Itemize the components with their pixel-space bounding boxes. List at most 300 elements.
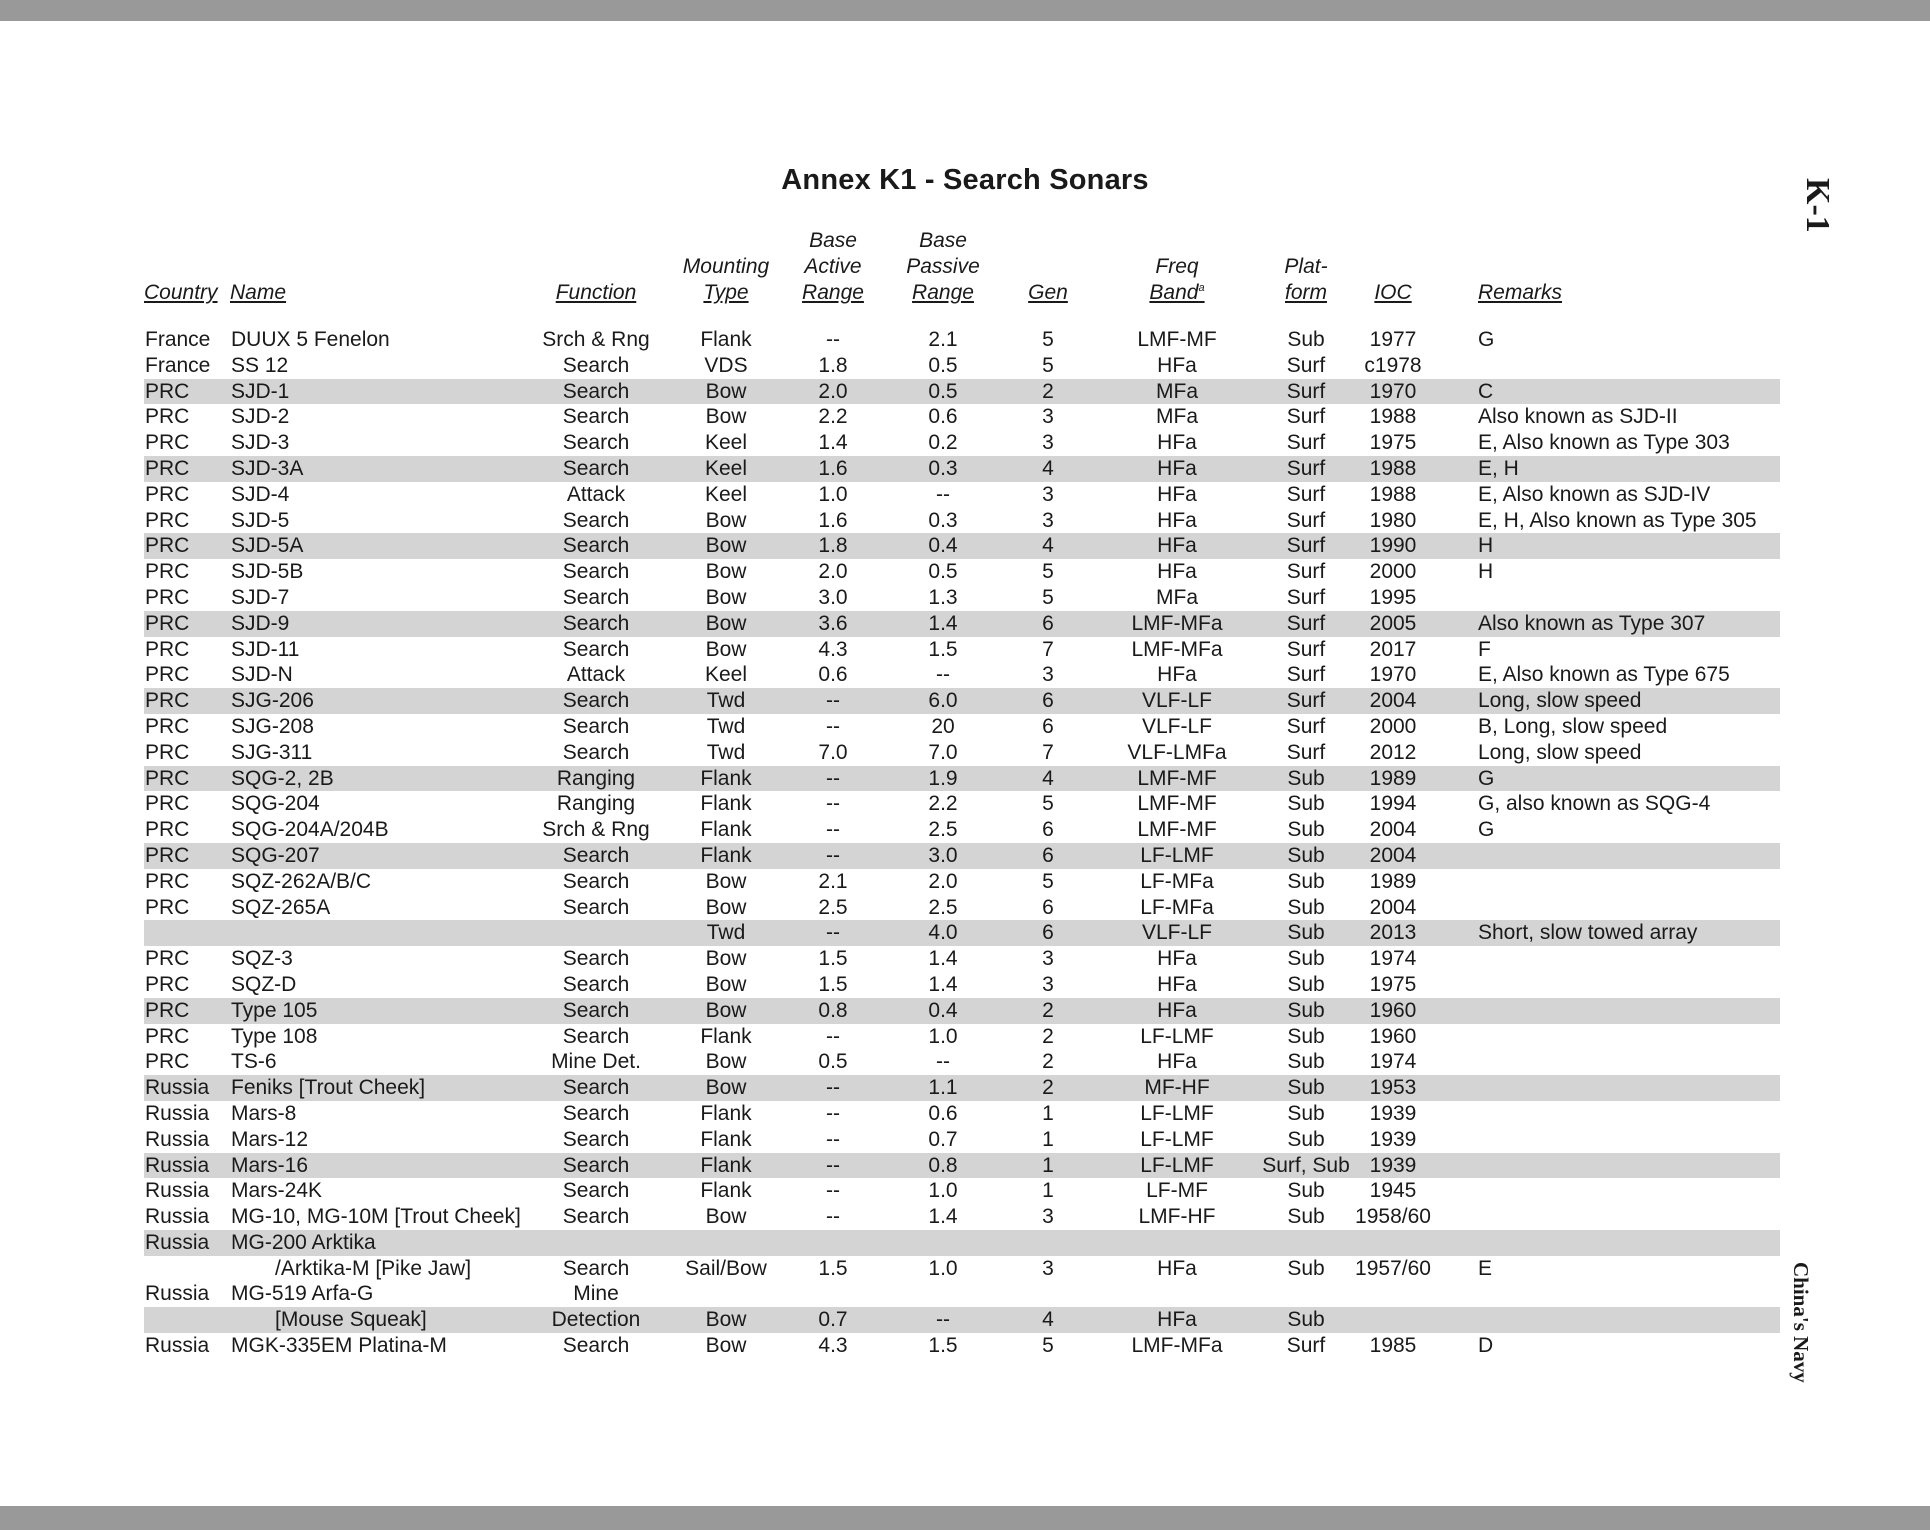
cell-country: PRC: [145, 405, 190, 429]
cell-remarks: E, Also known as SJD-IV: [1478, 482, 1711, 506]
cell-name: SJD-5B: [231, 560, 304, 584]
cell-name: [Mouse Squeak]: [275, 1308, 427, 1332]
cell-passive-range: 0.6: [928, 405, 958, 429]
cell-function: Search: [562, 740, 630, 764]
cell-active-range: 1.4: [818, 431, 848, 455]
cell-function: Search: [562, 1024, 630, 1048]
header-ioc: [1353, 222, 1433, 306]
cell-country: Russia: [145, 1153, 210, 1177]
cell-ioc: 1980: [1369, 508, 1417, 532]
cell-freq-band: HFa: [1157, 1308, 1197, 1332]
cell-active-range: 2.0: [818, 379, 848, 403]
table-row: [144, 791, 1780, 817]
table-row: [144, 946, 1780, 972]
cell-function: Search: [562, 1179, 630, 1203]
header-mounting-line1: Mounting: [682, 255, 770, 278]
cell-freq-band: LMF-MFa: [1131, 611, 1223, 635]
cell-active-range: --: [826, 1076, 840, 1100]
cell-remarks: G: [1478, 328, 1495, 351]
cell-ioc: 2012: [1369, 740, 1417, 764]
cell-mounting: Keel: [704, 456, 748, 480]
cell-ioc: 1975: [1369, 972, 1417, 996]
cell-name: MG-519 Arfa-G: [231, 1282, 374, 1306]
cell-active-range: 1.5: [818, 947, 848, 971]
cell-freq-band: MFa: [1156, 405, 1198, 429]
cell-country: PRC: [145, 947, 190, 971]
cell-name: TS-6: [231, 1050, 277, 1074]
cell-platform: Surf: [1286, 611, 1326, 635]
cell-freq-band: LF-LMF: [1140, 1153, 1214, 1177]
cell-passive-range: 0.3: [928, 508, 958, 532]
cell-name: SQG-2, 2B: [231, 766, 334, 790]
cell-mounting: Flank: [700, 1101, 752, 1125]
table-row: [144, 404, 1780, 430]
cell-active-range: --: [826, 792, 840, 816]
cell-name: Type 108: [231, 1024, 318, 1048]
cell-mounting: Flank: [700, 1127, 752, 1151]
cell-remarks: H: [1478, 560, 1494, 584]
cell-gen: 1: [1042, 1127, 1054, 1151]
cell-ioc: 1988: [1369, 405, 1417, 429]
cell-function: Search: [562, 947, 630, 971]
cell-gen: 1: [1042, 1153, 1054, 1177]
page-number-text: K-1: [1799, 178, 1836, 233]
cell-gen: 3: [1042, 482, 1054, 506]
cell-mounting: Flank: [700, 766, 752, 790]
header-function: [536, 222, 656, 306]
cell-passive-range: 0.6: [928, 1101, 958, 1125]
cell-freq-band: LMF-MF: [1137, 328, 1217, 351]
cell-function: Ranging: [556, 792, 636, 816]
cell-country: PRC: [145, 869, 190, 893]
cell-function: Search: [562, 560, 630, 584]
table-row: [144, 379, 1780, 405]
header-mounting-type: [666, 222, 786, 306]
cell-platform: Sub: [1287, 895, 1325, 919]
cell-function: Mine Det.: [551, 1050, 641, 1074]
cell-name: SJD-7: [231, 585, 290, 609]
table-row: [144, 611, 1780, 637]
cell-freq-band: HFa: [1157, 972, 1197, 996]
cell-passive-range: 1.0: [928, 1256, 958, 1280]
cell-function: Search: [562, 1153, 630, 1177]
cell-platform: Sub: [1287, 1179, 1325, 1203]
cell-function: Mine: [573, 1282, 619, 1306]
cell-freq-band: LF-MFa: [1140, 895, 1214, 919]
cell-function: Search: [562, 637, 630, 661]
table-row: [144, 1178, 1780, 1204]
cell-country: Russia: [145, 1101, 210, 1125]
cell-mounting: Bow: [705, 972, 747, 996]
cell-mounting: Bow: [705, 1050, 747, 1074]
cell-gen: 5: [1042, 585, 1054, 609]
cell-mounting: Flank: [700, 818, 752, 842]
table-row: [144, 456, 1780, 482]
sonar-table-body: [144, 327, 1780, 1359]
cell-name: Mars-12: [231, 1127, 309, 1151]
cell-name: Mars-8: [231, 1101, 297, 1125]
table-row: [144, 353, 1780, 379]
cell-mounting: Bow: [705, 534, 747, 558]
cell-name: SQG-207: [231, 843, 320, 867]
cell-active-range: 2.0: [818, 560, 848, 584]
table-row: [144, 1333, 1780, 1359]
cell-ioc: 2000: [1369, 560, 1417, 584]
cell-gen: 5: [1042, 1334, 1054, 1358]
cell-active-range: 2.2: [818, 405, 848, 429]
cell-name: SQG-204A/204B: [231, 818, 389, 842]
header-freq-footnote: a: [1198, 282, 1205, 294]
cell-active-range: --: [826, 1153, 840, 1177]
cell-function: Attack: [566, 663, 626, 687]
cell-freq-band: VLF-LMFa: [1127, 740, 1227, 764]
cell-freq-band: LMF-MF: [1137, 792, 1217, 816]
cell-name: SJD-2: [231, 405, 290, 429]
cell-remarks: H: [1478, 534, 1494, 558]
cell-ioc: 1989: [1369, 766, 1417, 790]
cell-gen: 3: [1042, 1205, 1054, 1229]
cell-freq-band: VLF-LF: [1141, 921, 1212, 945]
header-platform: [1256, 222, 1356, 306]
cell-platform: Surf: [1286, 508, 1326, 532]
cell-passive-range: 20: [931, 714, 955, 738]
table-row: [144, 920, 1780, 946]
cell-platform: Sub: [1287, 328, 1325, 351]
cell-mounting: Bow: [705, 1205, 747, 1229]
table-row: [144, 430, 1780, 456]
cell-function: Search: [562, 1256, 630, 1280]
cell-gen: 3: [1042, 663, 1054, 687]
cell-passive-range: 1.3: [928, 585, 958, 609]
cell-country: PRC: [145, 637, 190, 661]
cell-remarks: E, H, Also known as Type 305: [1478, 508, 1757, 532]
cell-mounting: Keel: [704, 663, 748, 687]
cell-name: SJD-5A: [231, 534, 304, 558]
table-row: [144, 482, 1780, 508]
table-row: [144, 1049, 1780, 1075]
cell-gen: 3: [1042, 508, 1054, 532]
cell-name: SQZ-262A/B/C: [231, 869, 372, 893]
cell-gen: 5: [1042, 353, 1054, 377]
table-row: [144, 1075, 1780, 1101]
cell-passive-range: 7.0: [928, 740, 958, 764]
cell-name: SQZ-3: [231, 947, 293, 971]
cell-mounting: Keel: [704, 482, 748, 506]
cell-mounting: Sail/Bow: [685, 1256, 767, 1280]
cell-platform: Sub: [1287, 1050, 1325, 1074]
cell-active-range: --: [826, 1127, 840, 1151]
cell-gen: 1: [1042, 1101, 1054, 1125]
cell-freq-band: VLF-LF: [1141, 689, 1212, 713]
cell-platform: Sub: [1287, 843, 1325, 867]
cell-name: SQG-204: [231, 792, 320, 816]
cell-active-range: --: [826, 766, 840, 790]
cell-name: DUUX 5 Fenelon: [231, 328, 390, 351]
cell-name: SJG-206: [231, 689, 314, 713]
cell-name: SS 12: [231, 353, 289, 377]
cell-active-range: 1.6: [818, 456, 848, 480]
cell-platform: Surf: [1286, 1334, 1326, 1358]
table-row: [144, 688, 1780, 714]
cell-name: /Arktika-M [Pike Jaw]: [275, 1256, 472, 1280]
cell-mounting: Flank: [700, 792, 752, 816]
cell-ioc: 1974: [1369, 1050, 1417, 1074]
cell-function: Search: [562, 689, 630, 713]
cell-function: Search: [562, 534, 630, 558]
cell-active-range: 3.6: [818, 611, 848, 635]
cell-function: Search: [562, 998, 630, 1022]
cell-active-range: 1.8: [818, 353, 848, 377]
table-row: [144, 1204, 1780, 1230]
cell-gen: 3: [1042, 1256, 1054, 1280]
table-row: [144, 662, 1780, 688]
header-active-line2: Active: [804, 255, 862, 278]
header-platform-line2: form: [1285, 281, 1327, 304]
cell-gen: 2: [1042, 1050, 1054, 1074]
cell-name: MG-200 Arktika: [231, 1230, 376, 1254]
cell-country: PRC: [145, 534, 190, 558]
cell-remarks: E, Also known as Type 675: [1478, 663, 1730, 687]
cell-freq-band: HFa: [1157, 482, 1197, 506]
cell-passive-range: --: [936, 482, 950, 506]
cell-country: PRC: [145, 456, 190, 480]
cell-freq-band: HFa: [1157, 560, 1197, 584]
cell-freq-band: MF-HF: [1144, 1076, 1210, 1100]
header-freq-line2: Band: [1149, 281, 1199, 304]
cell-passive-range: 1.4: [928, 947, 958, 971]
page-number-label: [1799, 178, 1838, 233]
cell-gen: 1: [1042, 1179, 1054, 1203]
cell-gen: 4: [1042, 766, 1054, 790]
cell-freq-band: MFa: [1156, 379, 1198, 403]
cell-freq-band: LMF-MFa: [1131, 637, 1223, 661]
cell-gen: 6: [1042, 818, 1054, 842]
cell-function: Search: [562, 379, 630, 403]
cell-gen: 2: [1042, 379, 1054, 403]
header-gen: [1008, 222, 1088, 306]
cell-mounting: Bow: [705, 560, 747, 584]
cell-mounting: Bow: [705, 947, 747, 971]
cell-ioc: 1960: [1369, 998, 1417, 1022]
cell-platform: Surf: [1286, 560, 1326, 584]
cell-ioc: 1995: [1369, 585, 1417, 609]
cell-remarks: Short, slow towed array: [1478, 921, 1698, 945]
cell-ioc: 1958/60: [1355, 1205, 1431, 1229]
cell-gen: 2: [1042, 1076, 1054, 1100]
cell-country: PRC: [145, 818, 190, 842]
cell-active-range: 7.0: [818, 740, 848, 764]
cell-name: SJD-N: [231, 663, 293, 687]
cell-gen: 3: [1042, 947, 1054, 971]
cell-remarks: G, also known as SQG-4: [1478, 792, 1711, 816]
cell-name: Mars-16: [231, 1153, 309, 1177]
table-row: [144, 817, 1780, 843]
cell-remarks: Also known as SJD-II: [1478, 405, 1678, 429]
cell-name: MG-10, MG-10M [Trout Cheek]: [231, 1205, 521, 1229]
cell-gen: 6: [1042, 714, 1054, 738]
cell-active-range: 0.6: [818, 663, 848, 687]
cell-active-range: --: [826, 921, 840, 945]
cell-name: Feniks [Trout Cheek]: [231, 1076, 426, 1100]
cell-gen: 5: [1042, 328, 1054, 351]
cell-platform: Sub: [1287, 1308, 1325, 1332]
header-name: [230, 222, 350, 306]
header-ioc-label: IOC: [1374, 281, 1412, 304]
cell-name: SJD-1: [231, 379, 290, 403]
cell-function: Ranging: [556, 766, 636, 790]
cell-ioc: 2004: [1369, 689, 1417, 713]
cell-remarks: F: [1478, 637, 1491, 661]
cell-mounting: Bow: [705, 379, 747, 403]
table-row: [144, 998, 1780, 1024]
cell-passive-range: 0.5: [928, 353, 958, 377]
cell-platform: Surf: [1286, 714, 1326, 738]
cell-gen: 6: [1042, 895, 1054, 919]
cell-name: SJD-4: [231, 482, 290, 506]
cell-mounting: Twd: [706, 921, 746, 945]
cell-platform: Sub: [1287, 947, 1325, 971]
cell-country: Russia: [145, 1230, 210, 1254]
cell-mounting: Bow: [705, 895, 747, 919]
cell-ioc: 1988: [1369, 482, 1417, 506]
cell-passive-range: 2.1: [928, 328, 958, 351]
cell-ioc: 2004: [1369, 818, 1417, 842]
cell-active-range: --: [826, 843, 840, 867]
header-platform-line1: Plat-: [1284, 255, 1328, 278]
cell-passive-range: 0.4: [928, 534, 958, 558]
cell-mounting: Bow: [705, 585, 747, 609]
cell-gen: 7: [1042, 740, 1054, 764]
cell-freq-band: LMF-MFa: [1131, 1334, 1223, 1358]
cell-freq-band: HFa: [1157, 998, 1197, 1022]
cell-name: SJG-311: [231, 740, 313, 764]
cell-active-range: 1.5: [818, 972, 848, 996]
cell-freq-band: HFa: [1157, 1256, 1197, 1280]
cell-ioc: 1970: [1369, 663, 1417, 687]
table-row: [144, 1307, 1780, 1333]
table-row: [144, 1101, 1780, 1127]
cell-platform: Surf: [1286, 663, 1326, 687]
cell-freq-band: LMF-MF: [1137, 818, 1217, 842]
cell-platform: Surf: [1286, 482, 1326, 506]
cell-active-range: --: [826, 1101, 840, 1125]
table-row: [144, 637, 1780, 663]
cell-freq-band: LMF-HF: [1138, 1205, 1216, 1229]
cell-gen: 4: [1042, 534, 1054, 558]
header-remarks-label: Remarks: [1478, 281, 1563, 304]
cell-ioc: 1939: [1369, 1127, 1417, 1151]
cell-ioc: 1990: [1369, 534, 1417, 558]
cell-name: Type 105: [231, 998, 318, 1022]
cell-active-range: --: [826, 714, 840, 738]
cell-active-range: 3.0: [818, 585, 848, 609]
cell-function: Search: [562, 1205, 630, 1229]
cell-function: Srch & Rng: [542, 328, 650, 351]
cell-active-range: 0.5: [818, 1050, 848, 1074]
cell-ioc: 1985: [1369, 1334, 1417, 1358]
cell-remarks: D: [1478, 1334, 1494, 1358]
cell-mounting: Bow: [705, 1076, 747, 1100]
cell-remarks: G: [1478, 818, 1495, 842]
cell-active-range: --: [826, 1024, 840, 1048]
header-passive-line1: Base: [919, 229, 967, 252]
cell-function: Search: [562, 972, 630, 996]
cell-remarks: G: [1478, 766, 1495, 790]
cell-country: PRC: [145, 792, 190, 816]
cell-function: Search: [562, 508, 630, 532]
cell-name: SQZ-D: [231, 972, 297, 996]
table-row: [144, 1127, 1780, 1153]
table-row: [144, 766, 1780, 792]
cell-freq-band: LMF-MF: [1137, 766, 1217, 790]
cell-gen: 2: [1042, 1024, 1054, 1048]
cell-gen: 6: [1042, 689, 1054, 713]
cell-ioc: 2017: [1369, 637, 1417, 661]
cell-mounting: Bow: [705, 998, 747, 1022]
cell-gen: 5: [1042, 792, 1054, 816]
cell-name: SJG-208: [231, 714, 314, 738]
cell-country: PRC: [145, 663, 190, 687]
header-name-label: Name: [230, 281, 287, 304]
cell-function: Search: [562, 611, 630, 635]
cell-country: France: [145, 353, 211, 377]
cell-ioc: 1945: [1369, 1179, 1417, 1203]
cell-function: Attack: [566, 482, 626, 506]
header-remarks: [1478, 222, 1598, 306]
cell-active-range: 4.3: [818, 1334, 848, 1358]
cell-freq-band: MFa: [1156, 585, 1198, 609]
cell-country: PRC: [145, 431, 190, 455]
cell-platform: Sub: [1287, 972, 1325, 996]
cell-remarks: B, Long, slow speed: [1478, 714, 1668, 738]
cell-remarks: E, Also known as Type 303: [1478, 431, 1730, 455]
cell-mounting: Bow: [705, 637, 747, 661]
cell-freq-band: LF-LMF: [1140, 1101, 1214, 1125]
cell-active-range: 1.5: [818, 1256, 848, 1280]
header-passive-range: [888, 222, 998, 306]
cell-passive-range: 0.7: [928, 1127, 958, 1151]
cell-country: PRC: [145, 482, 190, 506]
cell-gen: 7: [1042, 637, 1054, 661]
cell-country: PRC: [145, 766, 190, 790]
cell-country: PRC: [145, 998, 190, 1022]
table-row: [144, 714, 1780, 740]
cell-country: France: [145, 328, 211, 351]
cell-platform: Surf, Sub: [1262, 1153, 1350, 1177]
cell-platform: Surf: [1286, 353, 1326, 377]
cell-active-range: 2.1: [818, 869, 848, 893]
cell-passive-range: 1.1: [928, 1076, 958, 1100]
cell-freq-band: HFa: [1157, 534, 1197, 558]
cell-name: Mars-24K: [231, 1179, 323, 1203]
header-passive-line3: Range: [912, 281, 974, 304]
cell-passive-range: 2.5: [928, 895, 958, 919]
cell-name: SJD-11: [231, 637, 300, 661]
cell-ioc: 1960: [1369, 1024, 1417, 1048]
table-row: [144, 1153, 1780, 1179]
cell-country: PRC: [145, 689, 190, 713]
cell-passive-range: 2.0: [928, 869, 958, 893]
cell-ioc: 2004: [1369, 895, 1417, 919]
cell-mounting: Twd: [706, 689, 746, 713]
cell-remarks: E: [1478, 1256, 1493, 1280]
cell-ioc: 1989: [1369, 869, 1417, 893]
cell-platform: Sub: [1287, 1076, 1325, 1100]
cell-gen: 6: [1042, 611, 1054, 635]
header-country: [144, 222, 224, 306]
cell-function: Search: [562, 1334, 630, 1358]
cell-passive-range: --: [936, 1308, 950, 1332]
